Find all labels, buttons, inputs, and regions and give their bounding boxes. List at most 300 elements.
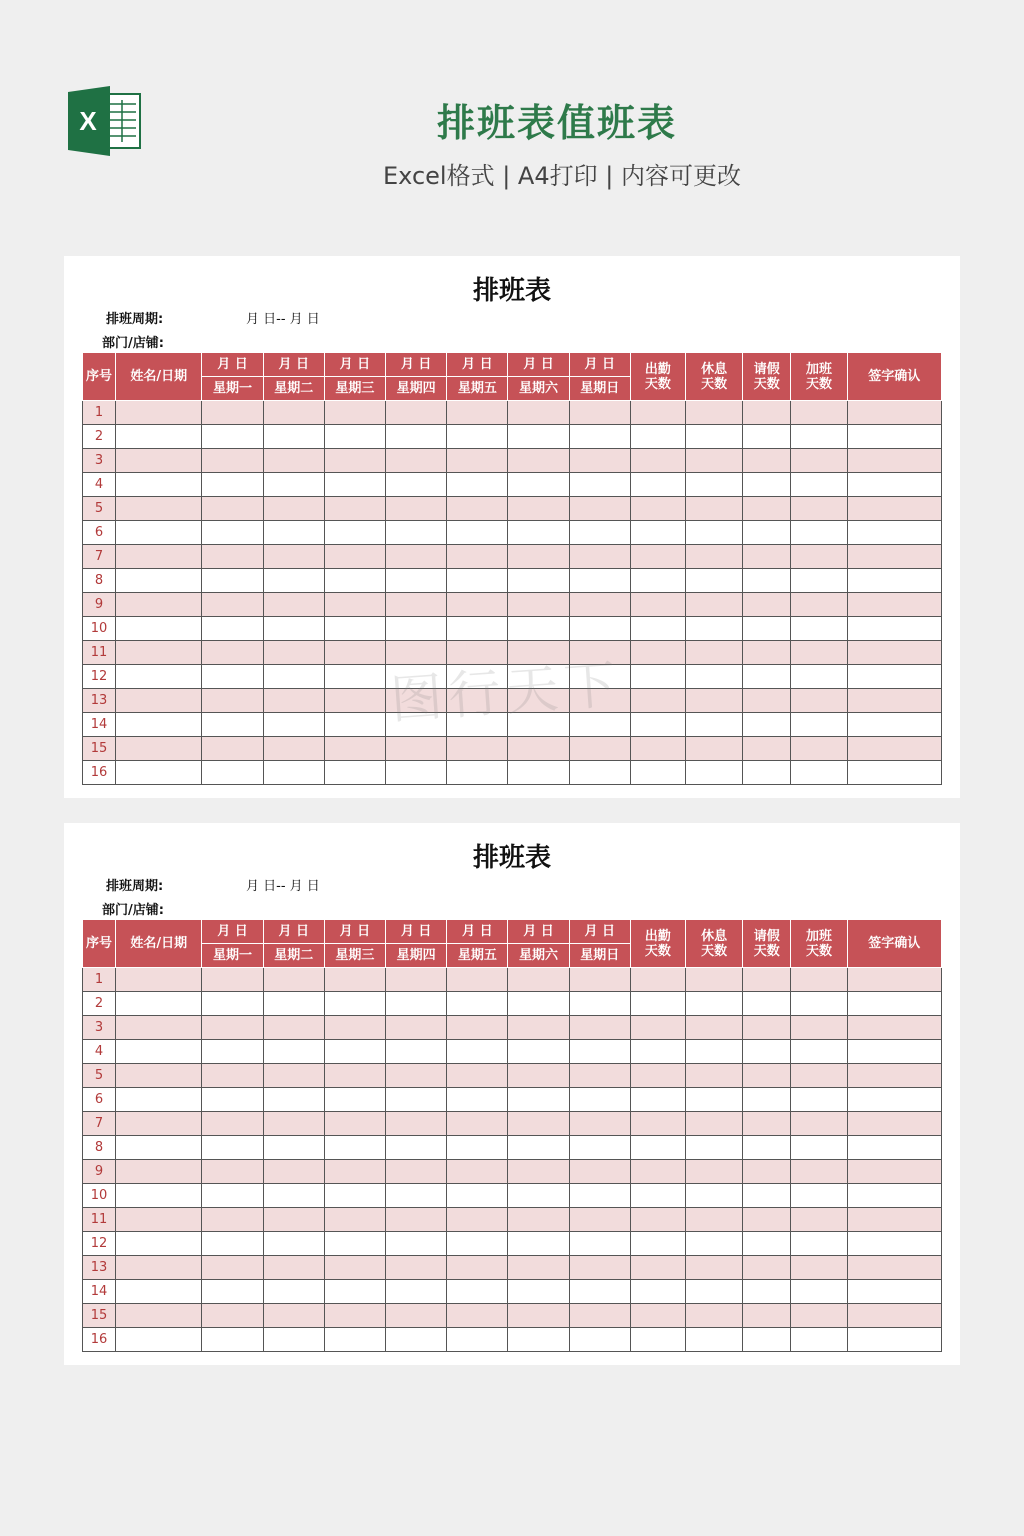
table-cell[interactable] xyxy=(324,641,385,665)
table-cell[interactable] xyxy=(324,401,385,425)
table-cell[interactable] xyxy=(324,521,385,545)
table-cell[interactable] xyxy=(202,641,263,665)
table-cell[interactable] xyxy=(116,1208,202,1232)
table-cell[interactable] xyxy=(508,1208,569,1232)
table-cell[interactable] xyxy=(263,1040,324,1064)
table-cell[interactable] xyxy=(569,737,630,761)
table-cell[interactable] xyxy=(630,1184,685,1208)
table-cell[interactable] xyxy=(202,1136,263,1160)
table-cell[interactable] xyxy=(508,1136,569,1160)
table-cell[interactable] xyxy=(847,1112,941,1136)
table-cell[interactable] xyxy=(847,473,941,497)
table-cell[interactable] xyxy=(447,1184,508,1208)
table-cell[interactable] xyxy=(116,1112,202,1136)
table-cell[interactable] xyxy=(686,617,743,641)
table-cell[interactable] xyxy=(743,689,791,713)
table-cell[interactable] xyxy=(116,1256,202,1280)
table-cell[interactable] xyxy=(263,713,324,737)
table-cell[interactable] xyxy=(847,593,941,617)
table-cell[interactable] xyxy=(508,1160,569,1184)
table-cell[interactable] xyxy=(743,1088,791,1112)
table-cell[interactable] xyxy=(116,761,202,785)
table-cell[interactable] xyxy=(508,497,569,521)
table-cell[interactable] xyxy=(116,1304,202,1328)
table-cell[interactable] xyxy=(847,1064,941,1088)
table-cell[interactable] xyxy=(743,1016,791,1040)
table-cell[interactable] xyxy=(386,473,447,497)
table-cell[interactable] xyxy=(386,569,447,593)
table-cell[interactable] xyxy=(116,1064,202,1088)
table-cell[interactable] xyxy=(630,1328,685,1352)
table-cell[interactable] xyxy=(743,593,791,617)
table-cell[interactable] xyxy=(508,449,569,473)
table-cell[interactable] xyxy=(686,545,743,569)
table-cell[interactable] xyxy=(847,1232,941,1256)
table-cell[interactable] xyxy=(686,1304,743,1328)
table-cell[interactable] xyxy=(847,992,941,1016)
table-cell[interactable] xyxy=(847,449,941,473)
table-cell[interactable] xyxy=(116,545,202,569)
table-cell[interactable] xyxy=(324,425,385,449)
table-cell[interactable] xyxy=(791,1256,847,1280)
table-cell[interactable] xyxy=(202,593,263,617)
table-cell[interactable] xyxy=(630,521,685,545)
table-cell[interactable] xyxy=(847,713,941,737)
table-cell[interactable] xyxy=(686,1136,743,1160)
table-cell[interactable] xyxy=(508,1304,569,1328)
table-cell[interactable] xyxy=(686,992,743,1016)
table-cell[interactable] xyxy=(263,641,324,665)
table-cell[interactable] xyxy=(386,968,447,992)
table-cell[interactable] xyxy=(386,1328,447,1352)
table-cell[interactable] xyxy=(324,1040,385,1064)
table-cell[interactable] xyxy=(116,689,202,713)
table-cell[interactable] xyxy=(386,521,447,545)
table-cell[interactable] xyxy=(447,1064,508,1088)
table-cell[interactable] xyxy=(630,593,685,617)
table-cell[interactable] xyxy=(202,1256,263,1280)
table-cell[interactable] xyxy=(324,665,385,689)
table-cell[interactable] xyxy=(630,569,685,593)
table-cell[interactable] xyxy=(630,1112,685,1136)
table-cell[interactable] xyxy=(324,737,385,761)
table-cell[interactable] xyxy=(116,521,202,545)
table-cell[interactable] xyxy=(447,1280,508,1304)
table-cell[interactable] xyxy=(116,401,202,425)
table-cell[interactable] xyxy=(791,713,847,737)
table-cell[interactable] xyxy=(116,1232,202,1256)
table-cell[interactable] xyxy=(447,1112,508,1136)
table-cell[interactable] xyxy=(202,521,263,545)
table-cell[interactable] xyxy=(847,737,941,761)
table-cell[interactable] xyxy=(386,1256,447,1280)
table-cell[interactable] xyxy=(686,521,743,545)
table-cell[interactable] xyxy=(447,617,508,641)
table-cell[interactable] xyxy=(324,968,385,992)
table-cell[interactable] xyxy=(569,401,630,425)
table-cell[interactable] xyxy=(263,521,324,545)
table-cell[interactable] xyxy=(116,737,202,761)
table-cell[interactable] xyxy=(386,737,447,761)
table-cell[interactable] xyxy=(324,497,385,521)
table-cell[interactable] xyxy=(743,473,791,497)
table-cell[interactable] xyxy=(116,425,202,449)
table-cell[interactable] xyxy=(263,1232,324,1256)
table-cell[interactable] xyxy=(791,968,847,992)
table-cell[interactable] xyxy=(743,992,791,1016)
table-cell[interactable] xyxy=(202,761,263,785)
table-cell[interactable] xyxy=(630,1160,685,1184)
table-cell[interactable] xyxy=(686,1160,743,1184)
table-cell[interactable] xyxy=(847,1016,941,1040)
table-cell[interactable] xyxy=(263,665,324,689)
table-cell[interactable] xyxy=(202,1304,263,1328)
table-cell[interactable] xyxy=(116,473,202,497)
table-cell[interactable] xyxy=(263,761,324,785)
table-cell[interactable] xyxy=(202,617,263,641)
table-cell[interactable] xyxy=(508,593,569,617)
table-cell[interactable] xyxy=(263,425,324,449)
table-cell[interactable] xyxy=(508,1016,569,1040)
table-cell[interactable] xyxy=(569,545,630,569)
table-cell[interactable] xyxy=(847,545,941,569)
table-cell[interactable] xyxy=(847,761,941,785)
table-cell[interactable] xyxy=(202,665,263,689)
table-cell[interactable] xyxy=(569,1280,630,1304)
table-cell[interactable] xyxy=(630,473,685,497)
table-cell[interactable] xyxy=(116,1328,202,1352)
table-cell[interactable] xyxy=(630,497,685,521)
table-cell[interactable] xyxy=(202,1064,263,1088)
table-cell[interactable] xyxy=(686,593,743,617)
table-cell[interactable] xyxy=(447,1136,508,1160)
table-cell[interactable] xyxy=(630,617,685,641)
table-cell[interactable] xyxy=(743,713,791,737)
table-cell[interactable] xyxy=(447,737,508,761)
table-cell[interactable] xyxy=(569,1064,630,1088)
table-cell[interactable] xyxy=(447,497,508,521)
table-cell[interactable] xyxy=(743,1232,791,1256)
table-cell[interactable] xyxy=(202,473,263,497)
table-cell[interactable] xyxy=(569,1184,630,1208)
table-cell[interactable] xyxy=(791,761,847,785)
table-cell[interactable] xyxy=(202,569,263,593)
table-cell[interactable] xyxy=(447,761,508,785)
table-cell[interactable] xyxy=(447,425,508,449)
table-cell[interactable] xyxy=(447,968,508,992)
table-cell[interactable] xyxy=(386,1040,447,1064)
table-cell[interactable] xyxy=(630,665,685,689)
table-cell[interactable] xyxy=(686,1328,743,1352)
table-cell[interactable] xyxy=(569,449,630,473)
table-cell[interactable] xyxy=(386,1184,447,1208)
table-cell[interactable] xyxy=(116,497,202,521)
table-cell[interactable] xyxy=(847,968,941,992)
table-cell[interactable] xyxy=(743,1280,791,1304)
table-cell[interactable] xyxy=(569,1112,630,1136)
table-cell[interactable] xyxy=(116,1160,202,1184)
table-cell[interactable] xyxy=(386,449,447,473)
table-cell[interactable] xyxy=(791,1040,847,1064)
table-cell[interactable] xyxy=(743,497,791,521)
table-cell[interactable] xyxy=(324,1328,385,1352)
table-cell[interactable] xyxy=(263,1160,324,1184)
table-cell[interactable] xyxy=(202,992,263,1016)
table-cell[interactable] xyxy=(569,1088,630,1112)
table-cell[interactable] xyxy=(116,569,202,593)
table-cell[interactable] xyxy=(116,665,202,689)
table-cell[interactable] xyxy=(569,1256,630,1280)
table-cell[interactable] xyxy=(508,737,569,761)
table-cell[interactable] xyxy=(324,1256,385,1280)
table-cell[interactable] xyxy=(791,473,847,497)
table-cell[interactable] xyxy=(447,1016,508,1040)
table-cell[interactable] xyxy=(508,1184,569,1208)
table-cell[interactable] xyxy=(569,1040,630,1064)
table-cell[interactable] xyxy=(447,1304,508,1328)
table-cell[interactable] xyxy=(743,1256,791,1280)
table-cell[interactable] xyxy=(508,521,569,545)
table-cell[interactable] xyxy=(202,545,263,569)
table-cell[interactable] xyxy=(791,1232,847,1256)
table-cell[interactable] xyxy=(630,1016,685,1040)
table-cell[interactable] xyxy=(263,1256,324,1280)
table-cell[interactable] xyxy=(508,545,569,569)
table-cell[interactable] xyxy=(569,1160,630,1184)
table-cell[interactable] xyxy=(791,521,847,545)
table-cell[interactable] xyxy=(847,665,941,689)
table-cell[interactable] xyxy=(447,1160,508,1184)
table-cell[interactable] xyxy=(508,569,569,593)
table-cell[interactable] xyxy=(743,1040,791,1064)
table-cell[interactable] xyxy=(569,593,630,617)
table-cell[interactable] xyxy=(447,521,508,545)
table-cell[interactable] xyxy=(508,401,569,425)
table-cell[interactable] xyxy=(202,1208,263,1232)
table-cell[interactable] xyxy=(630,1304,685,1328)
table-cell[interactable] xyxy=(324,449,385,473)
table-cell[interactable] xyxy=(686,1280,743,1304)
table-cell[interactable] xyxy=(791,665,847,689)
table-cell[interactable] xyxy=(630,737,685,761)
table-cell[interactable] xyxy=(630,992,685,1016)
table-cell[interactable] xyxy=(847,1184,941,1208)
table-cell[interactable] xyxy=(263,1112,324,1136)
table-cell[interactable] xyxy=(847,425,941,449)
table-cell[interactable] xyxy=(791,449,847,473)
table-cell[interactable] xyxy=(324,689,385,713)
table-cell[interactable] xyxy=(569,473,630,497)
table-cell[interactable] xyxy=(791,689,847,713)
table-cell[interactable] xyxy=(386,593,447,617)
table-cell[interactable] xyxy=(116,992,202,1016)
table-cell[interactable] xyxy=(743,1064,791,1088)
table-cell[interactable] xyxy=(202,497,263,521)
table-cell[interactable] xyxy=(263,473,324,497)
table-cell[interactable] xyxy=(263,737,324,761)
table-cell[interactable] xyxy=(116,593,202,617)
table-cell[interactable] xyxy=(324,617,385,641)
table-cell[interactable] xyxy=(202,1160,263,1184)
table-cell[interactable] xyxy=(791,1184,847,1208)
table-cell[interactable] xyxy=(847,497,941,521)
table-cell[interactable] xyxy=(202,713,263,737)
table-cell[interactable] xyxy=(386,497,447,521)
table-cell[interactable] xyxy=(569,617,630,641)
table-cell[interactable] xyxy=(630,713,685,737)
table-cell[interactable] xyxy=(569,1328,630,1352)
table-cell[interactable] xyxy=(447,992,508,1016)
table-cell[interactable] xyxy=(743,521,791,545)
table-cell[interactable] xyxy=(630,1232,685,1256)
table-cell[interactable] xyxy=(386,992,447,1016)
table-cell[interactable] xyxy=(791,1112,847,1136)
table-cell[interactable] xyxy=(847,1280,941,1304)
table-cell[interactable] xyxy=(202,1232,263,1256)
table-cell[interactable] xyxy=(743,1160,791,1184)
table-cell[interactable] xyxy=(508,617,569,641)
table-cell[interactable] xyxy=(791,1064,847,1088)
table-cell[interactable] xyxy=(791,401,847,425)
table-cell[interactable] xyxy=(569,425,630,449)
table-cell[interactable] xyxy=(116,1016,202,1040)
table-cell[interactable] xyxy=(386,1136,447,1160)
table-cell[interactable] xyxy=(447,449,508,473)
table-cell[interactable] xyxy=(743,569,791,593)
table-cell[interactable] xyxy=(791,1016,847,1040)
table-cell[interactable] xyxy=(686,1208,743,1232)
table-cell[interactable] xyxy=(386,761,447,785)
table-cell[interactable] xyxy=(447,545,508,569)
table-cell[interactable] xyxy=(686,425,743,449)
table-cell[interactable] xyxy=(847,1136,941,1160)
table-cell[interactable] xyxy=(386,617,447,641)
table-cell[interactable] xyxy=(743,449,791,473)
table-cell[interactable] xyxy=(686,641,743,665)
table-cell[interactable] xyxy=(630,425,685,449)
table-cell[interactable] xyxy=(686,968,743,992)
table-cell[interactable] xyxy=(202,1088,263,1112)
table-cell[interactable] xyxy=(263,497,324,521)
table-cell[interactable] xyxy=(386,1064,447,1088)
table-cell[interactable] xyxy=(324,593,385,617)
table-cell[interactable] xyxy=(791,1160,847,1184)
table-cell[interactable] xyxy=(263,689,324,713)
table-cell[interactable] xyxy=(116,1088,202,1112)
table-cell[interactable] xyxy=(686,1232,743,1256)
table-cell[interactable] xyxy=(630,1208,685,1232)
table-cell[interactable] xyxy=(630,401,685,425)
table-cell[interactable] xyxy=(324,1160,385,1184)
table-cell[interactable] xyxy=(791,617,847,641)
table-cell[interactable] xyxy=(263,992,324,1016)
table-cell[interactable] xyxy=(508,992,569,1016)
table-cell[interactable] xyxy=(263,449,324,473)
table-cell[interactable] xyxy=(791,545,847,569)
table-cell[interactable] xyxy=(743,641,791,665)
table-cell[interactable] xyxy=(324,1136,385,1160)
table-cell[interactable] xyxy=(569,1304,630,1328)
table-cell[interactable] xyxy=(847,1304,941,1328)
table-cell[interactable] xyxy=(847,689,941,713)
table-cell[interactable] xyxy=(263,569,324,593)
table-cell[interactable] xyxy=(202,1184,263,1208)
table-cell[interactable] xyxy=(263,1208,324,1232)
table-cell[interactable] xyxy=(630,689,685,713)
table-cell[interactable] xyxy=(116,641,202,665)
table-cell[interactable] xyxy=(324,569,385,593)
table-cell[interactable] xyxy=(743,1328,791,1352)
table-cell[interactable] xyxy=(508,1064,569,1088)
table-cell[interactable] xyxy=(743,1112,791,1136)
table-cell[interactable] xyxy=(447,593,508,617)
table-cell[interactable] xyxy=(743,761,791,785)
table-cell[interactable] xyxy=(791,593,847,617)
table-cell[interactable] xyxy=(847,1256,941,1280)
table-cell[interactable] xyxy=(686,1112,743,1136)
table-cell[interactable] xyxy=(508,1112,569,1136)
table-cell[interactable] xyxy=(791,1304,847,1328)
table-cell[interactable] xyxy=(202,968,263,992)
table-cell[interactable] xyxy=(630,1256,685,1280)
table-cell[interactable] xyxy=(569,968,630,992)
table-cell[interactable] xyxy=(569,1208,630,1232)
table-cell[interactable] xyxy=(630,641,685,665)
table-cell[interactable] xyxy=(847,569,941,593)
table-cell[interactable] xyxy=(324,1304,385,1328)
table-cell[interactable] xyxy=(447,1328,508,1352)
table-cell[interactable] xyxy=(263,617,324,641)
table-cell[interactable] xyxy=(263,1016,324,1040)
table-cell[interactable] xyxy=(116,617,202,641)
table-cell[interactable] xyxy=(686,713,743,737)
table-cell[interactable] xyxy=(324,1064,385,1088)
table-cell[interactable] xyxy=(263,1064,324,1088)
table-cell[interactable] xyxy=(630,1064,685,1088)
table-cell[interactable] xyxy=(686,689,743,713)
table-cell[interactable] xyxy=(116,449,202,473)
table-cell[interactable] xyxy=(743,617,791,641)
table-cell[interactable] xyxy=(743,1136,791,1160)
table-cell[interactable] xyxy=(847,1160,941,1184)
table-cell[interactable] xyxy=(263,1328,324,1352)
table-cell[interactable] xyxy=(791,1088,847,1112)
table-cell[interactable] xyxy=(791,641,847,665)
table-cell[interactable] xyxy=(116,713,202,737)
table-cell[interactable] xyxy=(263,401,324,425)
table-cell[interactable] xyxy=(324,761,385,785)
table-cell[interactable] xyxy=(386,1088,447,1112)
table-cell[interactable] xyxy=(686,1016,743,1040)
table-cell[interactable] xyxy=(743,1208,791,1232)
table-cell[interactable] xyxy=(263,545,324,569)
table-cell[interactable] xyxy=(324,1232,385,1256)
table-cell[interactable] xyxy=(447,1232,508,1256)
table-cell[interactable] xyxy=(847,1208,941,1232)
table-cell[interactable] xyxy=(324,1208,385,1232)
table-cell[interactable] xyxy=(743,665,791,689)
table-cell[interactable] xyxy=(386,425,447,449)
table-cell[interactable] xyxy=(686,569,743,593)
table-cell[interactable] xyxy=(791,425,847,449)
table-cell[interactable] xyxy=(508,968,569,992)
table-cell[interactable] xyxy=(630,968,685,992)
table-cell[interactable] xyxy=(447,1088,508,1112)
table-cell[interactable] xyxy=(202,737,263,761)
table-cell[interactable] xyxy=(569,992,630,1016)
table-cell[interactable] xyxy=(202,425,263,449)
table-cell[interactable] xyxy=(847,641,941,665)
